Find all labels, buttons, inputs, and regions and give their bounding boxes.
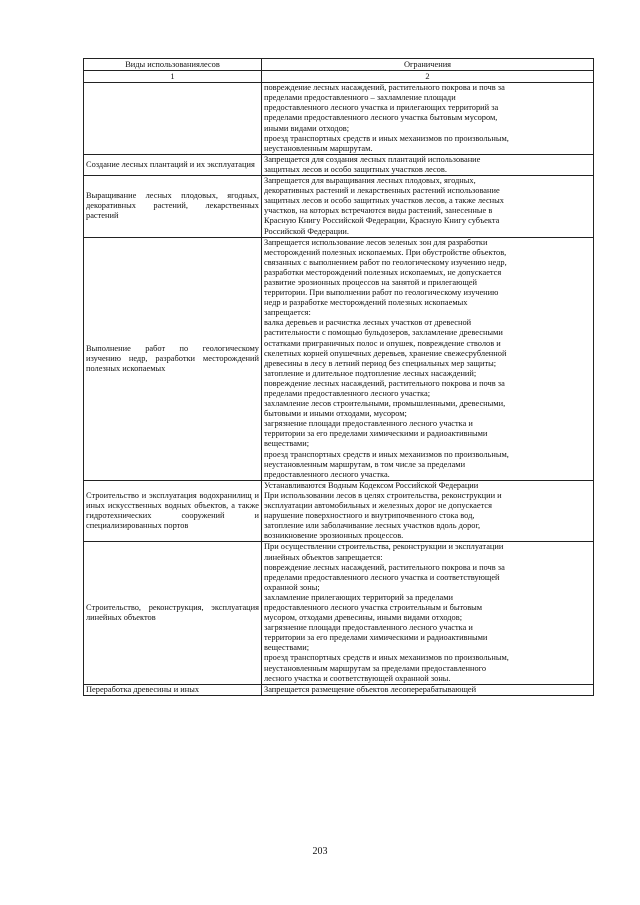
restriction-line: повреждение лесных насаждений, растительного покрова и почв за	[264, 83, 505, 93]
restriction-line: загрязнение площади предоставленного лесного участка и	[264, 419, 473, 429]
restriction-line: участков, на которых встречаются виды растений, занесенные в	[264, 206, 493, 216]
restrictions-cell	[262, 83, 594, 155]
restriction-line: веществами;	[264, 643, 310, 653]
restriction-line: захламление прилегающих территорий за пределами	[264, 592, 454, 602]
restriction-line: предоставленного лесного участка.	[264, 469, 390, 479]
restriction-line: мусором, отходами древесины, иными видами отходов;	[264, 613, 463, 623]
use-type-cell: Выращивание лесных плодовых, ягодных, декоративных растений, лекарственных растений	[84, 176, 262, 238]
restrictions-cell	[262, 154, 594, 175]
restriction-line: территории за его пределами химическими и радиоактивными	[264, 429, 488, 439]
restriction-line: остатками приграничных полос и опушек, повреждение стволов и	[264, 338, 501, 348]
restriction-line: лесного участка и соответствующей охранной зоны.	[264, 673, 451, 683]
table-body	[84, 59, 594, 696]
restriction-line: При осуществлении строительства, реконструкции и эксплуатации	[264, 542, 504, 552]
restriction-line: развитие эрозионных процессов на занятой и прилегающей	[264, 277, 478, 287]
restriction-line: растительности с помощью бульдозеров, захламление древесными	[264, 328, 503, 338]
use-type-cell: Строительство, реконструкция, эксплуатация линейных объектов	[84, 542, 262, 684]
restriction-line: территории. При выполнении работ по геологическому изучению	[264, 288, 499, 298]
restriction-line: повреждение лесных насаждений, растительного покрова и почв за	[264, 378, 505, 388]
restriction-line: Запрещается размещение объектов лесоперерабатывающей	[264, 684, 477, 694]
restriction-line: затопление или заболачивание лесных участков вдоль дорог,	[264, 521, 481, 531]
restrictions-table	[83, 58, 594, 696]
use-type-cell: Переработка древесины и иных	[84, 684, 262, 695]
header-use-types: Виды использованиялесов	[84, 59, 262, 71]
restriction-line: Устанавливаются Водным Кодексом Российской Федерации	[264, 480, 479, 490]
table-header-numbers-row	[84, 71, 594, 83]
restriction-line: пределами предоставленного лесного участка и соответствующей	[264, 572, 500, 582]
restriction-line: неустановленным маршрутам за пределами предоставленного	[264, 663, 487, 673]
table-header-row	[84, 59, 594, 71]
restriction-line: пределами предоставленного – захламление площади	[264, 93, 456, 103]
use-type-cell: Строительство и эксплуатация водохранилищ и иных искусственных водных объектов, а также гидротехнических сооружений и специализированных портов	[84, 480, 262, 542]
restriction-line: бытовыми и иными отходами, мусором;	[264, 409, 407, 419]
restriction-line: Запрещается использование лесов зеленых зон для разработки	[264, 237, 488, 247]
restriction-line: неустановленным маршрутам.	[264, 143, 373, 153]
restriction-line: декоративных растений и лекарственных растений использование	[264, 186, 500, 196]
restriction-line: валка деревьев и расчистка лесных участков от древесной	[264, 318, 472, 328]
table-row	[84, 542, 594, 684]
page-number: 203	[312, 846, 328, 857]
header-number-1: 1	[84, 71, 262, 83]
header-number-2: 2	[262, 71, 594, 83]
table-row	[84, 154, 594, 175]
restriction-line: захламление лесов строительными, промышленными, древесными,	[264, 399, 506, 409]
restrictions-cell	[262, 237, 594, 480]
table-row	[84, 83, 594, 155]
restriction-line: нарушение поверхностного и внутрипочвенного стока вод,	[264, 511, 475, 521]
use-type-cell: Выполнение работ по геологическому изучению недр, разработки месторождений полезных ископаемых	[84, 237, 262, 480]
restriction-line: веществами;	[264, 439, 310, 449]
restriction-line: древесины в лесу в летний период без специальных мер защиты;	[264, 358, 497, 368]
restriction-line: скелетных корней опушечных деревьев, хранение свежесрубленной	[264, 348, 507, 358]
restriction-line: месторождений полезных ископаемых. При обустройстве объектов,	[264, 247, 507, 257]
restriction-line: территории за его пределами химическими и радиоактивными	[264, 633, 488, 643]
table-row	[84, 684, 594, 695]
restriction-line: проезд транспортных средств и иных механизмов по произвольным,	[264, 653, 509, 663]
restriction-line: линейных объектов запрещается:	[264, 552, 383, 562]
restriction-line: Красную Книгу Российской Федерации, Красную Книгу субъекта	[264, 216, 500, 226]
header-restrictions: Ограничения	[262, 59, 594, 71]
restriction-line: проезд транспортных средств и иных механизмов по произвольным,	[264, 449, 509, 459]
restriction-line: предоставленного лесного участка строительным и бытовым	[264, 602, 483, 612]
restriction-line: Запрещается для выращивания лесных плодовых, ягодных,	[264, 176, 476, 186]
restriction-line: недр и разработке месторождений полезных ископаемых	[264, 298, 468, 308]
use-type-cell: Создание лесных плантаций и их эксплуатация	[84, 154, 262, 175]
restriction-line: затопление и длительное подтопление лесных насаждений;	[264, 368, 477, 378]
restriction-line: возникновение эрозионных процессов.	[264, 531, 404, 541]
restriction-line: Запрещается для создания лесных плантаций использование	[264, 154, 481, 164]
restriction-line: защитных лесов и особо защитных участков лесов, а также лесных	[264, 196, 504, 206]
restriction-line: Российской Федерации.	[264, 226, 350, 236]
restriction-line: загрязнение площади предоставленного лесного участка и	[264, 623, 473, 633]
table-row	[84, 176, 594, 238]
restriction-line: запрещается:	[264, 308, 311, 318]
restrictions-cell	[262, 542, 594, 684]
restriction-line: защитных лесов и особо защитных участков лесов.	[264, 164, 447, 174]
restriction-line: связанных с выполнением работ по геологическому изучению недр,	[264, 257, 507, 267]
restriction-line: пределами предоставленного лесного участка;	[264, 389, 431, 398]
restriction-line: повреждение лесных насаждений, растительного покрова и почв за	[264, 562, 505, 572]
restriction-line: иными видами отходов;	[264, 123, 350, 133]
restriction-line: эксплуатации автомобильных и железных дорог не допускается	[264, 501, 492, 511]
restriction-line: неустановленным маршрутам, в том числе за пределами	[264, 459, 466, 469]
restrictions-cell	[262, 480, 594, 542]
restrictions-cell	[262, 684, 594, 695]
restriction-line: разработки месторождений полезных ископаемых, не допускается	[264, 267, 502, 277]
restriction-line: пределами предоставленного лесного участка бытовым мусором,	[264, 113, 498, 123]
restriction-line: проезд транспортных средств и иных механизмов по произвольным,	[264, 133, 509, 143]
restrictions-cell	[262, 176, 594, 238]
table-row	[84, 237, 594, 480]
use-type-cell	[84, 83, 262, 155]
table-row	[84, 480, 594, 542]
restriction-line: охранной зоны;	[264, 582, 320, 592]
restriction-line: предоставленного лесного участка и прилегающих территорий за	[264, 103, 499, 113]
restriction-line: При использовании лесов в целях строительства, реконструкции и	[264, 490, 502, 500]
